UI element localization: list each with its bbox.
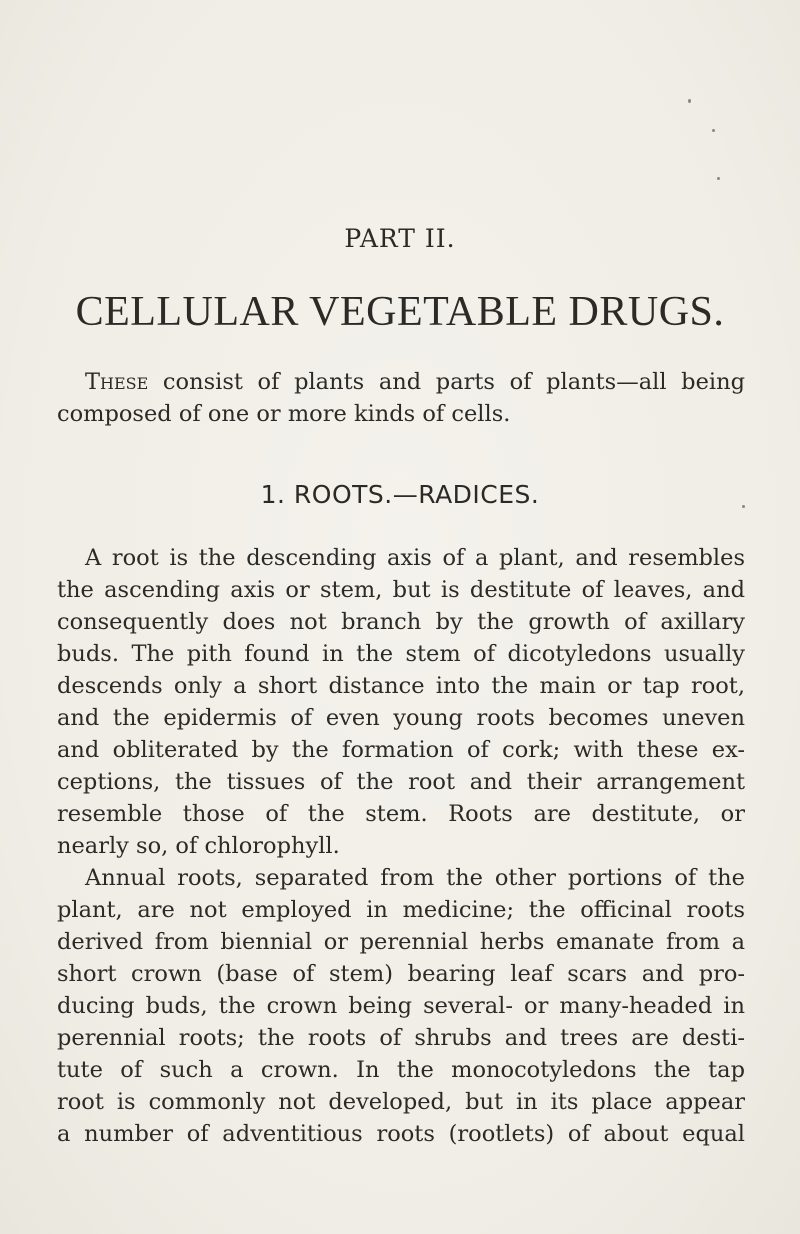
paragraph-line: nearly so, of chlorophyll. <box>57 833 340 859</box>
paragraph-line: tute of such a crown. In the monocotyledons the tap <box>57 1057 745 1083</box>
paragraph-line: A root is the descending axis of a plant, and resembles <box>85 545 745 571</box>
paragraph-line: consequently does not branch by the growth of axillary <box>57 609 745 635</box>
paragraph-line: derived from biennial or perennial herbs emanate from a <box>57 929 745 955</box>
paper-speck <box>717 177 720 180</box>
paper-speck <box>712 129 715 132</box>
body-text <box>57 542 745 1150</box>
intro-lead-word: These <box>85 369 149 395</box>
paragraph-line: buds. The pith found in the stem of dicotyledons usually <box>57 641 745 667</box>
intro-line-text: consist of plants and parts of plants—all being <box>148 369 745 395</box>
intro-line: composed of one or more kinds of cells. <box>57 401 511 427</box>
paragraph-line: descends only a short distance into the main or tap root, <box>57 673 745 699</box>
paragraph-line: and the epidermis of even young roots becomes uneven <box>57 705 745 731</box>
paper-speck <box>688 99 691 103</box>
paragraph-line: plant, are not employed in medicine; the officinal roots <box>57 897 745 923</box>
paragraph-line: ceptions, the tissues of the root and their arrangement <box>57 769 745 795</box>
part-label: PART II. <box>344 224 456 253</box>
paragraph-line: the ascending axis or stem, but is destitute of leaves, and <box>57 577 745 603</box>
paragraph-line: short crown (base of stem) bearing leaf scars and pro- <box>57 961 745 987</box>
paragraph-line: ducing buds, the crown being several- or many-headed in <box>57 993 745 1019</box>
paragraph-line: and obliterated by the formation of cork; with these ex- <box>57 737 745 763</box>
paragraph-line: Annual roots, separated from the other portions of the <box>85 865 745 891</box>
intro-line <box>57 366 745 398</box>
intro-paragraph <box>57 366 745 430</box>
section-heading: 1. ROOTS.—RADICES. <box>260 480 540 509</box>
page-title: CELLULAR VEGETABLE DRUGS. <box>75 289 725 335</box>
paragraph-line: root is commonly not developed, but in its place appear <box>57 1089 745 1115</box>
paragraph-line: a number of adventitious roots (rootlets) of about equal <box>57 1121 745 1147</box>
paragraph-line: perennial roots; the roots of shrubs and trees are desti- <box>57 1025 745 1051</box>
paragraph-line: resemble those of the stem. Roots are destitute, or <box>57 801 745 827</box>
